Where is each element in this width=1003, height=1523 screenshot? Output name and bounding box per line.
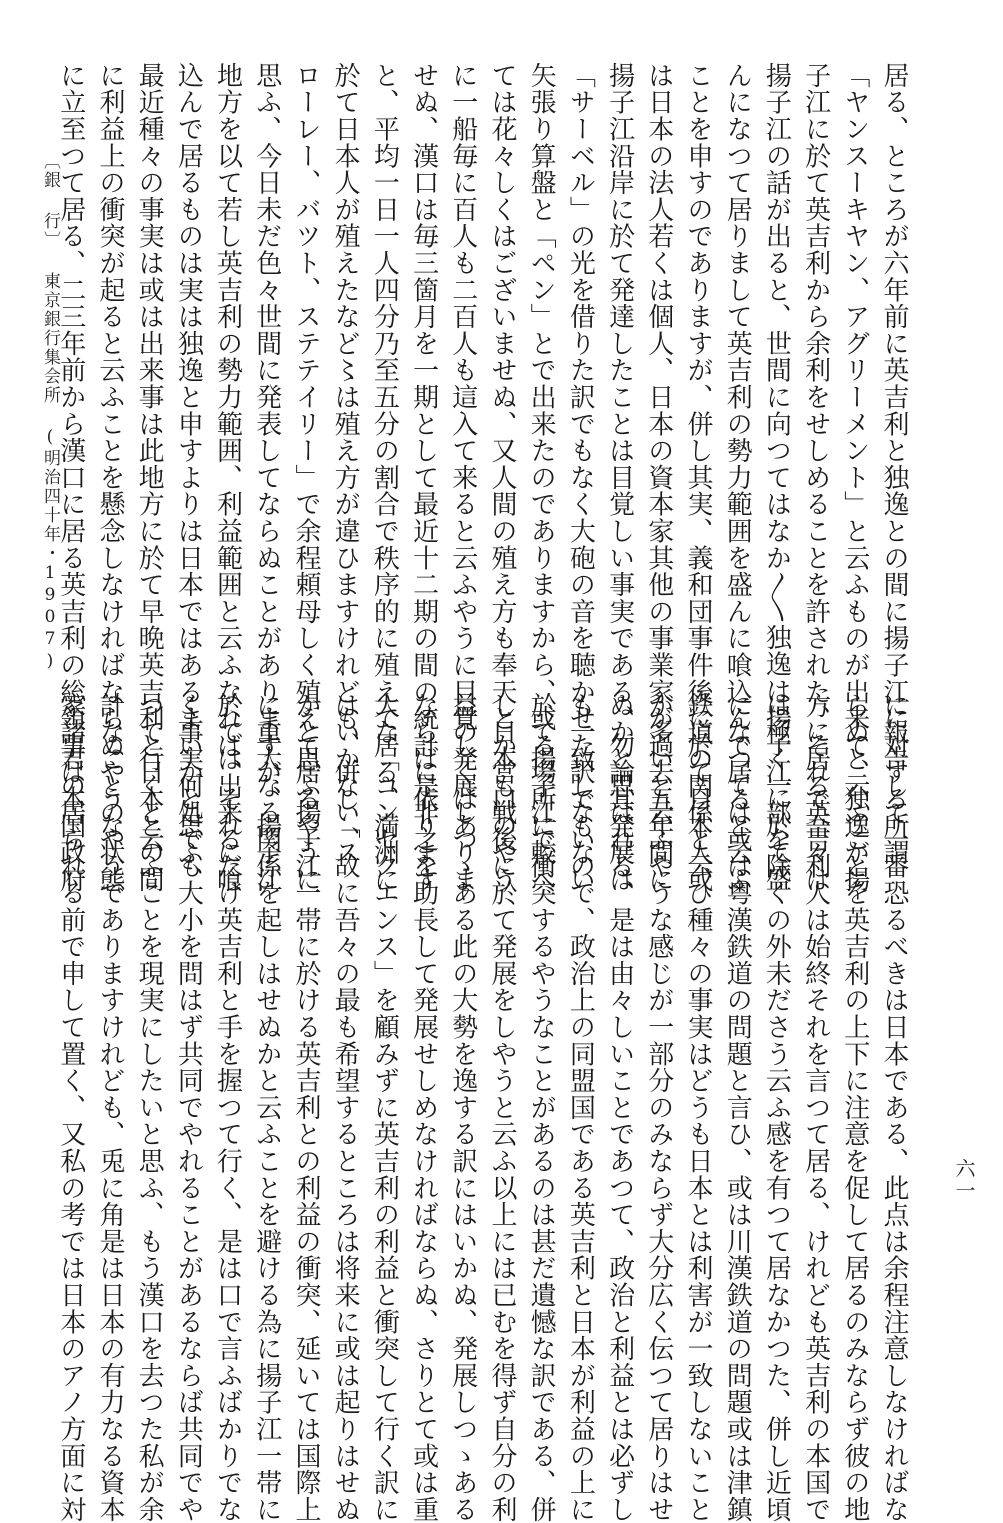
text-line: になつては或は粤漢鉄道の問題と言ひ、或は川漢鉄道の問題或は津鎮 (722, 692, 753, 1523)
text-line: に立至つて居る、二三年前から漢口に居る英吉利の総領事は本国政府 (55, 62, 86, 893)
text-line: ことを申すのでありますが、併し其実、義和団事件後に於て日本人或 (682, 62, 713, 893)
upper-text-block (55, 62, 913, 893)
text-line: 居る、ところが六年前に英吉利と独逸との間に揚子江に対する所謂 (879, 62, 909, 866)
text-line: 於て日本人が殖えたなど〻は殖え方が違ひますけれども、併し「ス (330, 62, 361, 866)
text-line: 計なことのやうでありますけれども、兎に角是は日本の有力なる資本 (94, 692, 125, 1523)
text-line: 「ヤンスーキヤン、アグリーメント」と云ふものが出来て、独逸が揚 (839, 62, 870, 893)
lower-text-block (55, 692, 913, 1523)
text-line: 思ふ、今日未だ色々世間に発表してならぬことがありますが、揚子江 (251, 62, 282, 893)
running-head: 〔銀 行〕 東京銀行集会所 (明治四十年・1907) (40, 152, 60, 673)
text-line: 於ては出来るだけ英吉利と手を握つて行く、是は口で言ふばかりでな (212, 692, 243, 1523)
text-line: はいかない、故に吾々の最も希望するところは将来に或は起りはせぬ (330, 692, 361, 1523)
text-line: つて行くと云ふことを現実にしたいと思ふ、もう漢口を去つた私が余 (134, 692, 165, 1523)
text-line: と、平均一日一人四分乃至五分の割合で秩序的に殖えて居る、満洲に (369, 62, 400, 893)
text-line: 最近種々の事実は或は出来事は此地方に於て早晩英吉利と日本との間 (134, 62, 165, 893)
text-line: 揚子江の話が出ると、世間に向つてはなか〳〵独逸は揚子江に於て盛 (761, 62, 792, 892)
text-line: に利益上の衝突が起ると云ふことを懸念しなければならぬやうな状態 (94, 62, 125, 893)
text-line: ローレー、バツト、ステテイリー」で余程頼母しく殖えて居るやうに (290, 62, 321, 893)
text-line: ならば是非之を助長して発展せしめなければならぬ、さりとて或は重 (408, 692, 439, 1523)
page-number: 六一 (952, 1158, 976, 1202)
text-line: は極く一部を除くの外未ださう云ふ感を有つて居なかつた、併し近頃 (761, 692, 792, 1523)
text-line: 大な「コンセクエンス」を顧みずに英吉利の利益と衝突して行く訳に (369, 692, 400, 1523)
text-line: ては花々しくはございませぬ、又人間の殖え方も奉天とか営口のやう (486, 62, 517, 893)
text-line: し日本も戦後に於て発展をしやうと云ふ以上には已むを得ず自分の利 (486, 692, 517, 1523)
text-line: に重大なる関係を起しはせぬかと云ふことを避ける為に揚子江一帯に (251, 692, 282, 1523)
text-line: 於て揚子江で衝突するやうなことがあるのは甚だ遺憾な訳である、併 (526, 692, 557, 1523)
text-line: は日本の法人若くは個人、日本の資本家其他の事業家が過去五年間に (643, 62, 674, 893)
text-line: 揚子江沿岸に於て発達したことは目覚しい事実である、勿論其発展は (604, 62, 635, 893)
text-line: 地方を以て若し英吉利の勢力範囲、利益範囲と云ふなれば、それに喰 (212, 62, 243, 893)
text-line: ぬかと思はれる、是は由々しいことであつて、政治と利益とは必ずし (604, 692, 635, 1523)
text-line: せぬ、漢口は毎三箇月を一期として最近十二期の間の統計に依ります (408, 62, 439, 893)
text-line: く事実何処でも大小を問はず共同でやれることがあるならば共同でや (173, 692, 204, 1523)
text-line: んになつて居りまして英吉利の勢力範囲を盛んに喰込んで居ると云ふ (722, 62, 753, 893)
text-line: 方に居る英吉利人は始終それを言つて居る、けれども英吉利の本国で (800, 692, 831, 1523)
text-line: 益の発展しつゝある此の大勢を逸する訳にはいかぬ、発展しつゝある (447, 692, 478, 1523)
text-line: 込んで居るものは実は独逸と申すよりは日本ではあるまいかと思ふ、 (173, 62, 204, 893)
text-line: かと思ふ揚子江一帯に於ける英吉利との利益の衝突、延いては国際上 (290, 692, 321, 1523)
text-line: 「サーベル」の光を借りた訳でもなく大砲の音を聴かせた訳でもない (565, 62, 596, 893)
text-line: らぬと云ふことを英吉利の上下に注意を促して居るのみならず彼の地 (839, 692, 870, 1523)
text-line: に一船毎に百人も二百人も這入て来ると云ふやうに目覚しくはありま (447, 62, 478, 893)
text-line: 家諸君の居られる前で申して置く、又私の考では日本のアノ方面に対 (55, 692, 86, 1523)
text-line: 鉄道の関係と云ひ種々の事実はどうも日本とは利害が一致しないこと (682, 692, 713, 1523)
text-line: に報告して一番恐るべきは日本である、此点は余程注意しなければな (879, 692, 909, 1523)
text-line: も一致しないので、政治上の同盟国である英吉利と日本が利益の上に (565, 692, 596, 1523)
text-line: が多いと云ふやうな感じが一部分のみならず大分広く伝つて居りはせ (643, 692, 674, 1523)
text-line: 子江に於て英吉利から余利をせしめることを許された、それで吾々は (800, 62, 831, 893)
text-line: 矢張り算盤と「ペン」とで出来たのでありますから、或る場所に較べ (526, 62, 557, 893)
